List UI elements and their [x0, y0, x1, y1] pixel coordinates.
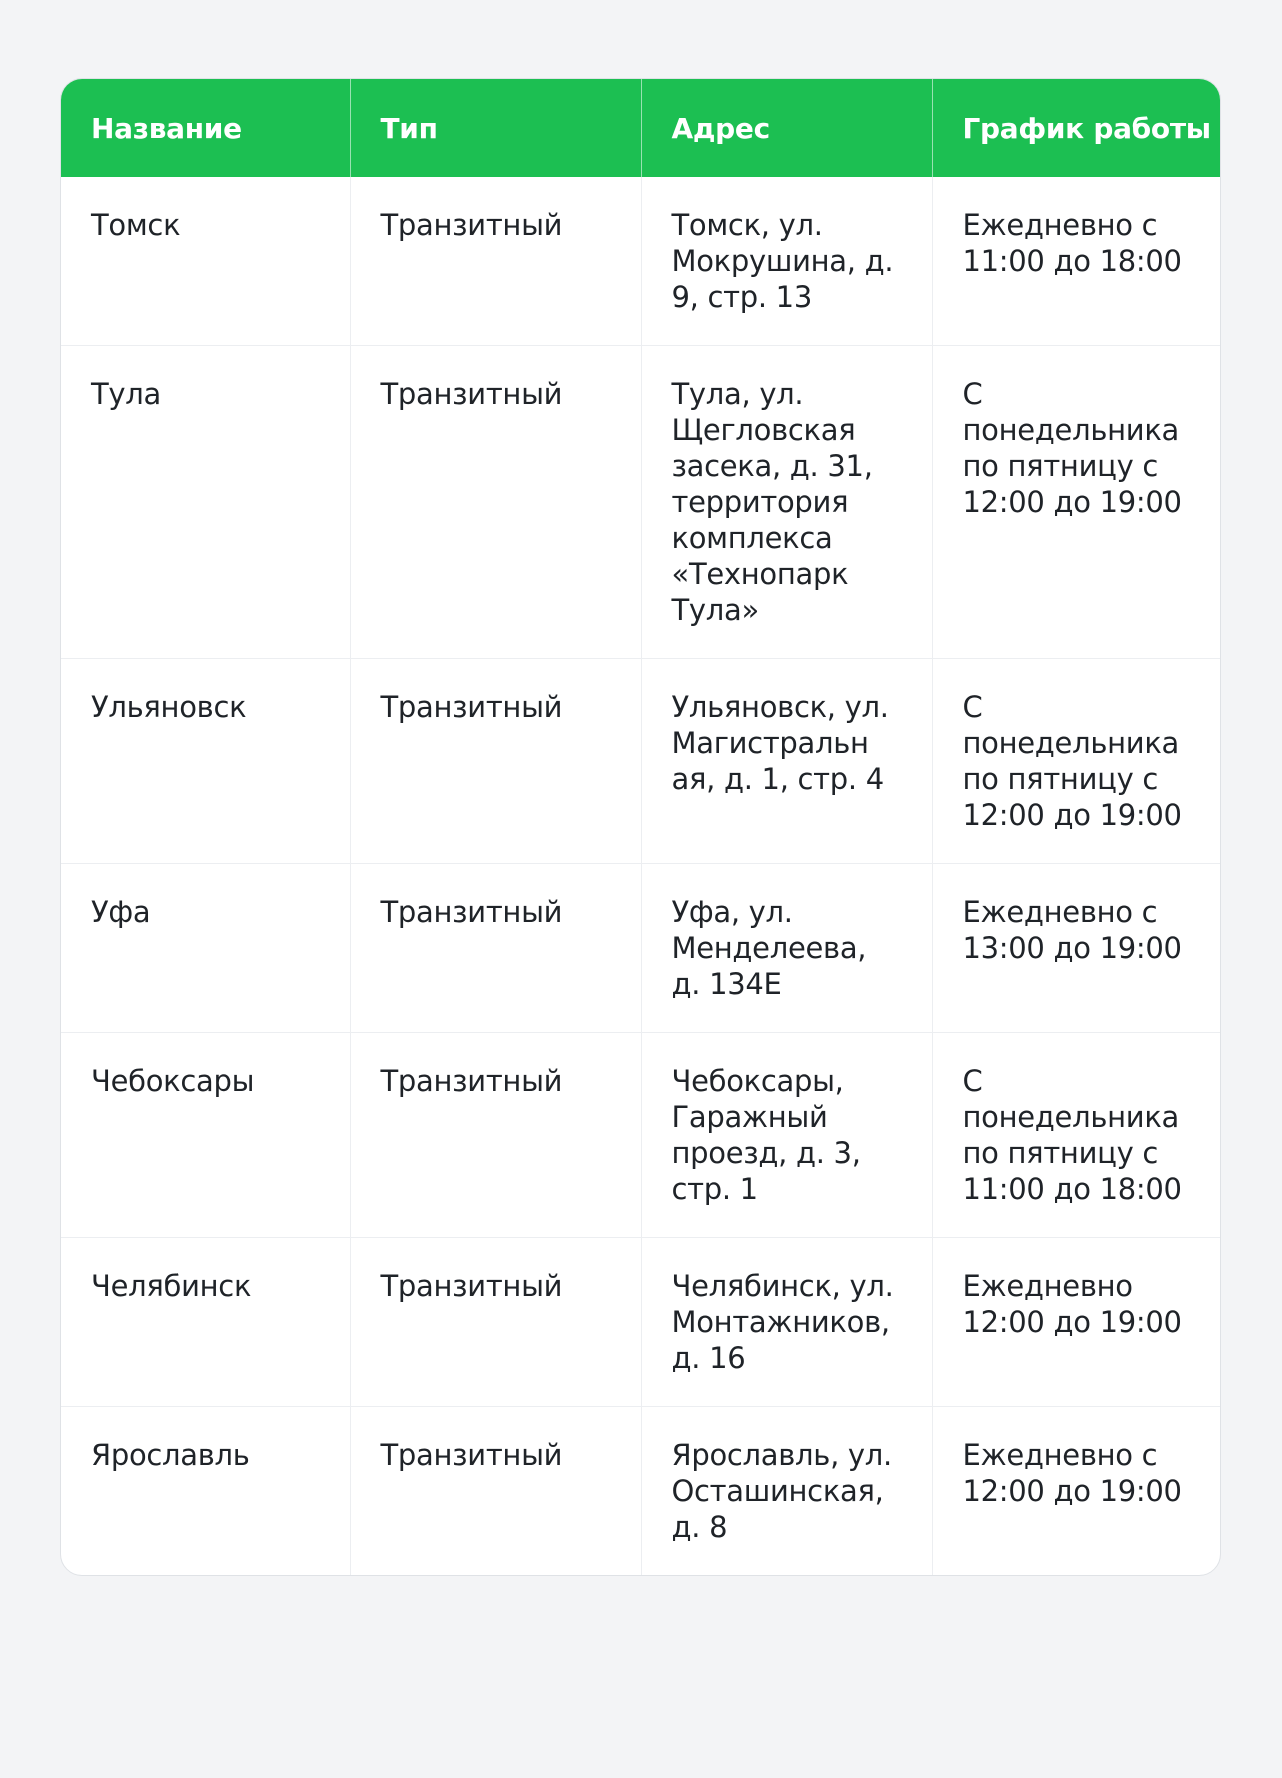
table-row: [61, 1407, 1221, 1576]
cell-type: Транзитный: [350, 346, 641, 659]
cell-name: Ярославль: [61, 1407, 350, 1576]
cell-schedule: Ежедневно с 13:00 до 19:00: [932, 864, 1221, 1033]
column-header-address: Адрес: [641, 79, 932, 177]
cell-type: Транзитный: [350, 1238, 641, 1407]
locations-table-card: [60, 78, 1221, 1576]
table-row: [61, 864, 1221, 1033]
cell-name: Чебоксары: [61, 1033, 350, 1238]
locations-table: [61, 79, 1221, 1575]
table-row: [61, 1033, 1221, 1238]
cell-address: Ульяновск, ул. Магистральн ая, д. 1, стр. 4: [641, 659, 932, 864]
cell-schedule: С понедельника по пятницу с 11:00 до 18:00: [932, 1033, 1221, 1238]
cell-address: Ярославль, ул. Осташинская, д. 8: [641, 1407, 932, 1576]
cell-name: Челябинск: [61, 1238, 350, 1407]
cell-name: Ульяновск: [61, 659, 350, 864]
table-row: [61, 346, 1221, 659]
cell-schedule: С понедельника по пятницу с 12:00 до 19:00: [932, 659, 1221, 864]
cell-address: Тула, ул. Щегловская засека, д. 31, территория комплекса «Технопарк Тула»: [641, 346, 932, 659]
column-header-name: Название: [91, 111, 242, 145]
cell-address: Челябинск, ул. Монтажников, д. 16: [641, 1238, 932, 1407]
cell-type: Транзитный: [350, 864, 641, 1033]
cell-type: Транзитный: [350, 1033, 641, 1238]
table-row: [61, 177, 1221, 346]
cell-schedule: Ежедневно 12:00 до 19:00: [932, 1238, 1221, 1407]
cell-name: Томск: [91, 208, 181, 242]
cell-schedule: С понедельника по пятницу с 12:00 до 19:00: [932, 346, 1221, 659]
cell-type: Транзитный: [350, 177, 641, 346]
cell-schedule: Ежедневно с 11:00 до 18:00: [932, 177, 1221, 346]
cell-name: Уфа: [61, 864, 350, 1033]
cell-type: Транзитный: [350, 659, 641, 864]
cell-address: Чебоксары, Гаражный проезд, д. 3, стр. 1: [641, 1033, 932, 1238]
table-row: [61, 659, 1221, 864]
cell-address: Уфа, ул. Менделеева, д. 134Е: [641, 864, 932, 1033]
cell-address: Томск, ул. Мокрушина, д. 9, стр. 13: [641, 177, 932, 346]
table-header-row: [61, 79, 1221, 177]
column-header-type: Тип: [350, 79, 641, 177]
column-header-schedule: График работы: [932, 79, 1221, 177]
table-row: [61, 1238, 1221, 1407]
cell-name: Тула: [61, 346, 350, 659]
cell-type: Транзитный: [350, 1407, 641, 1576]
cell-schedule: Ежедневно с 12:00 до 19:00: [932, 1407, 1221, 1576]
